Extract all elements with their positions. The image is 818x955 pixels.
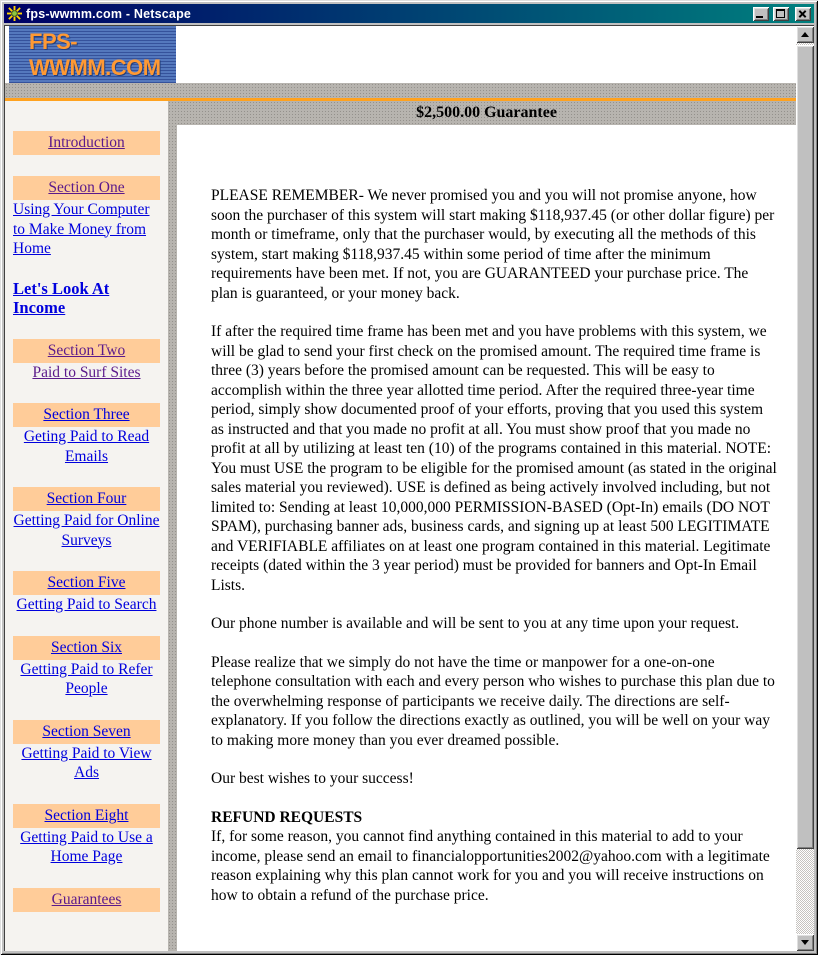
sidebar-link[interactable]: Getting Paid to View Ads (21, 744, 152, 781)
refund-requests-heading: REFUND REQUESTS (211, 808, 363, 826)
paragraph: PLEASE REMEMBER- We never promised you and you will not promise anyone, how soon the purchaser of this system will start making $118,937.45 (or other dollar figure) per month or timeframe, only that the purchaser would, by executing all the methods of this system, start making $118,937.45 within some period of time after the minimum requirements have been met. If not, you are GUARANTEED your purchase price. The plan is guaranteed, or your money back. (211, 187, 775, 302)
paragraph: Please realize that we simply do not have the time or manpower for a one-on-one telephone consultation with each and every person who wishes to purchase this plan due to the overwhelming response of participants we receive daily. The directions are self-explanatory. If you follow the directions exactly as outlined, you will be well on your way to making more money than you ever dreamed possible. (211, 653, 775, 749)
window-title: fps-wwmm.com - Netscape (26, 6, 192, 21)
nav-group (13, 131, 160, 155)
main-content-column (177, 101, 796, 951)
nav-group-links (13, 744, 160, 783)
nav-group-links (13, 660, 160, 699)
title-bar (4, 4, 814, 23)
nav-group-links (13, 511, 160, 550)
sidebar-link[interactable]: Getting Paid for Online Surveys (13, 512, 160, 549)
sidebar-link[interactable]: Getting Paid to Search (16, 596, 157, 613)
content-body (177, 125, 796, 951)
close-button[interactable] (795, 7, 811, 21)
nav-group (13, 888, 160, 912)
nav-group-links (13, 427, 160, 466)
minimize-icon (756, 16, 763, 18)
paragraph-list (211, 186, 778, 789)
nav-group (13, 403, 160, 466)
vertical-scrollbar[interactable] (796, 26, 814, 951)
nav-group-links (13, 363, 160, 383)
sidebar-link[interactable]: Getting Paid to Use a Home Page (20, 828, 153, 865)
sidebar-section-button[interactable]: Section Two (13, 339, 160, 363)
sidebar-section-button[interactable]: Section Four (13, 487, 160, 511)
maximize-icon (776, 9, 785, 18)
sidebar-section-button[interactable]: Section Five (13, 571, 160, 595)
page-header (5, 26, 796, 83)
header-divider-band (5, 83, 796, 98)
maximize-button[interactable] (773, 7, 789, 21)
page-columns (5, 101, 796, 951)
scroll-down-button[interactable] (796, 934, 814, 951)
nav-group (13, 487, 160, 550)
site-banner (9, 26, 176, 83)
sidebar-section-button[interactable]: Guarantees (13, 888, 160, 912)
nav-group-links (13, 828, 160, 867)
sidebar-section-button[interactable]: Section Seven (13, 720, 160, 744)
paragraph: Our phone number is available and will be sent to you at any time upon your request. (211, 615, 740, 632)
scroll-up-button[interactable] (796, 26, 814, 43)
scroll-up-icon (801, 32, 809, 37)
paragraph: Our best wishes to your success! (211, 770, 414, 787)
nav-group-links (13, 595, 160, 615)
sidebar-link[interactable]: Geting Paid to Read Emails (23, 428, 150, 465)
sidebar-link[interactable]: Getting Paid to Refer People (20, 660, 153, 697)
refund-requests-text: If, for some reason, you cannot find anything contained in this material to add to your income, please send an email to financialopportunities2002@yahoo.com with a legitimate reason explaining why this plan cannot work for you and you will receive instructions on how to obtain a refund of the purchase price. (211, 828, 770, 904)
scrollbar-thumb[interactable] (796, 45, 814, 849)
sidebar-section-button[interactable]: Section Eight (13, 804, 160, 828)
nav-group (13, 804, 160, 867)
sidebar-section-button[interactable]: Introduction (13, 131, 160, 155)
scroll-down-icon (801, 940, 809, 945)
sidebar-link[interactable]: Using Your Computer to Make Money from Home (13, 201, 150, 257)
sidebar-nav (5, 101, 168, 951)
minimize-button[interactable] (753, 7, 769, 21)
nav-group (13, 571, 160, 615)
sidebar-section-button[interactable]: Section Six (13, 636, 160, 660)
nav-group (13, 339, 160, 383)
sidebar-section-button[interactable]: Section Three (13, 403, 160, 427)
content-title-bar (177, 101, 796, 125)
web-page (5, 26, 796, 951)
browser-viewport (4, 25, 814, 951)
nav-group (13, 636, 160, 699)
sidebar-section-button[interactable]: Section One (13, 176, 160, 200)
site-logo-text: FPS-WWMM.COM (29, 28, 161, 80)
nav-group-links (13, 200, 160, 318)
column-separator (168, 101, 177, 951)
netscape-starburst-icon (7, 6, 22, 21)
nav-group (13, 720, 160, 783)
sidebar-link[interactable]: Paid to Surf Sites (32, 363, 141, 381)
sidebar-link[interactable]: Let's Look At Income (13, 278, 110, 317)
content-title: $2,500.00 Guarantee (416, 104, 557, 121)
paragraph: If after the required time frame has been met and you have problems with this system, we will be glad to send your first check on the promised amount. The required time frame is three (3) years before the promised amount can be requested. This will be easy to accomplish within the three year allotted time period. After the required three-year time period, simply show documented proof of your efforts, proving that you used this system as instructed and that you made no profit at all. You must show proof that you made no profit at all by utilizing at least ten (10) of the programs contained in this material. NOTE: You must USE the program to be eligible for the promised amount (as stated in the original sales material you reviewed). USE is defined as being actively involved including, but not limited to: Sending at least 10,000,000 PERMISSION-BASED (Opt-In) emails (DO NOT SPAM), purchasing banner ads, business cards, and signing up at least 500 LEGITIMATE and VERIFIABLE affiliates on at least one program contained in this material. Legitimate receipts (dated within the 3 year period) must be provided for banners and Opt-In Email Lists. (211, 323, 777, 594)
nav-group (13, 176, 160, 318)
